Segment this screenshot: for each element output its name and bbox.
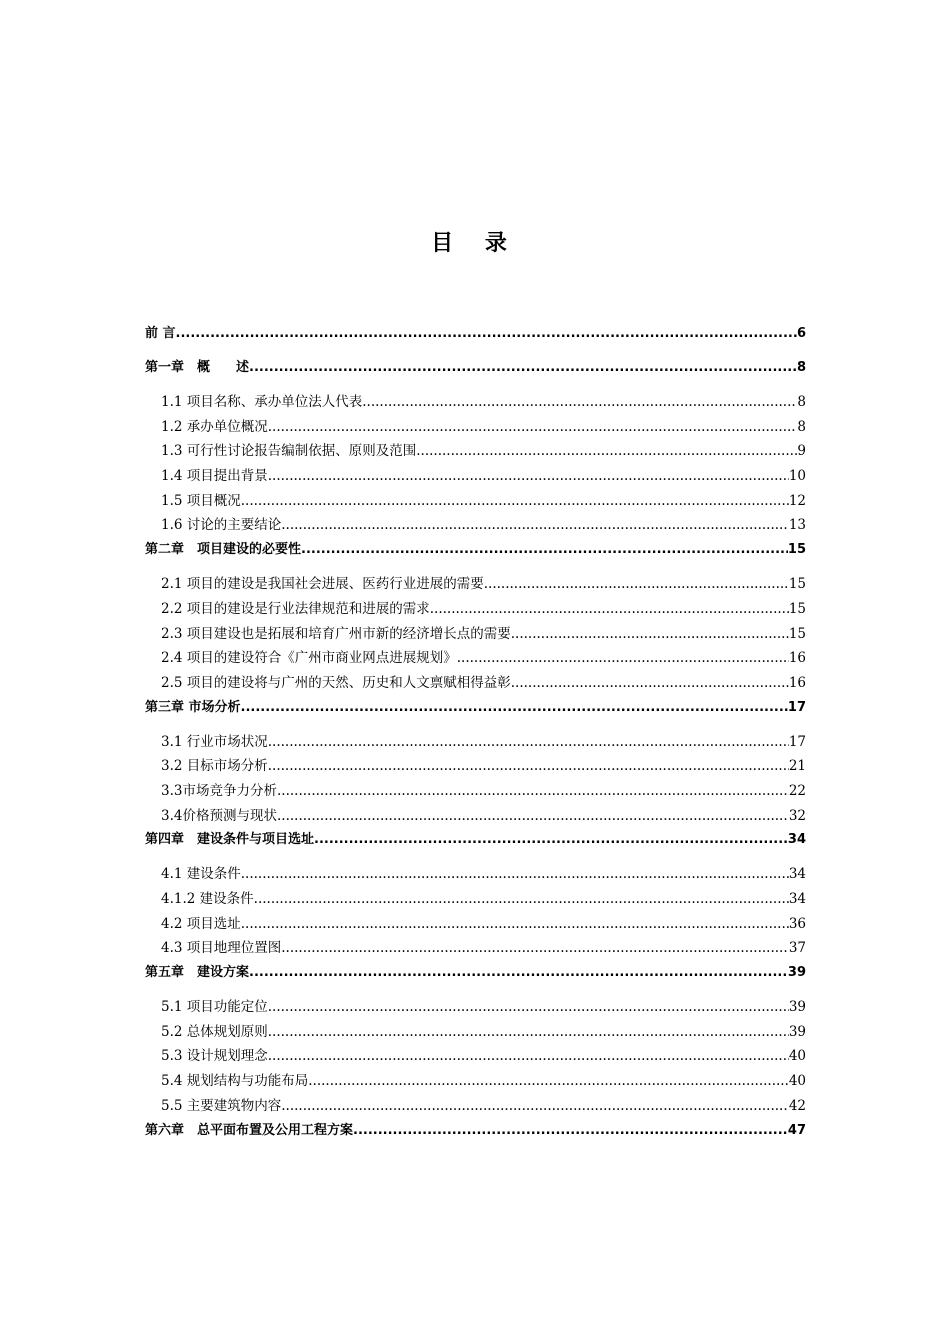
toc-entry-page-number: 13 — [788, 517, 806, 534]
toc-section-entry[interactable] — [145, 862, 806, 887]
toc-entry-page-number: 40 — [788, 1048, 806, 1065]
toc-entry-page-number: 17 — [787, 699, 806, 715]
toc-entry-page-number: 17 — [788, 733, 806, 750]
dot-leader — [241, 696, 788, 720]
toc-section-entry[interactable] — [145, 671, 806, 696]
toc-entry-label: 1.4 项目提出背景 — [161, 468, 268, 485]
toc-section-entry[interactable] — [145, 804, 806, 829]
toc-entry-page-number: 6 — [796, 326, 806, 341]
dot-leader — [281, 1094, 789, 1119]
toc-entry-label: 5.3 设计规划理念 — [161, 1048, 268, 1065]
toc-section-entry[interactable] — [145, 439, 806, 464]
toc-entry-label: 第三章 市场分析 — [145, 699, 241, 715]
toc-entry-label: 前 言 — [145, 326, 176, 341]
toc-entry-label: 2.2 项目的建设是行业法律规范和进展的需求 — [161, 600, 430, 617]
toc-entry-label: 5.5 主要建筑物内容 — [161, 1097, 282, 1114]
toc-entry-page-number: 37 — [788, 940, 806, 957]
toc-entry-page-number: 8 — [797, 394, 806, 410]
dot-leader — [268, 995, 789, 1020]
toc-section-entry[interactable] — [145, 464, 806, 489]
toc-entry-page-number: 42 — [788, 1097, 806, 1114]
dot-leader — [254, 887, 789, 912]
toc-entry-page-number: 15 — [788, 600, 806, 617]
toc-entry-page-number: 32 — [788, 807, 806, 824]
toc-entry-label: 1.2 承办单位概况 — [161, 418, 268, 435]
toc-section-entry[interactable] — [145, 754, 806, 779]
toc-entry-page-number: 39 — [787, 965, 806, 981]
dot-leader — [241, 912, 789, 937]
toc-section-entry[interactable] — [145, 415, 806, 440]
dot-leader — [249, 961, 788, 985]
toc-entry-label: 1.1 项目名称、承办单位法人代表 — [161, 394, 363, 410]
toc-entry-page-number: 34 — [788, 866, 806, 883]
toc-section-entry[interactable] — [145, 936, 806, 961]
page-title: 目 录 — [431, 231, 519, 256]
dot-leader — [277, 804, 789, 829]
toc-chapter-entry[interactable] — [145, 1119, 806, 1153]
toc-section-entry[interactable] — [145, 779, 806, 804]
toc-entry-page-number: 36 — [788, 915, 806, 932]
toc-chapter-entry[interactable] — [145, 538, 806, 572]
dot-leader — [176, 322, 797, 346]
dot-leader — [484, 572, 789, 597]
toc-section-entry[interactable] — [145, 622, 806, 647]
toc-entry-page-number: 9 — [797, 443, 806, 460]
toc-entry-page-number: 34 — [788, 891, 806, 907]
toc-entry-label: 第一章 概 述 — [145, 360, 250, 375]
dot-leader — [249, 356, 797, 380]
toc-chapter-entry[interactable] — [145, 696, 806, 730]
table-of-contents — [145, 322, 806, 1153]
toc-entry-label: 3.2 目标市场分析 — [161, 758, 268, 775]
toc-entry-label: 2.1 项目的建设是我国社会进展、医药行业进展的需要 — [161, 576, 484, 593]
dot-leader — [416, 439, 797, 464]
toc-chapter-entry[interactable] — [145, 322, 806, 356]
toc-entry-page-number: 39 — [788, 999, 806, 1016]
toc-entry-label: 3.1 行业市场状况 — [161, 733, 268, 750]
toc-entry-label: 2.3 项目建设也是拓展和培育广州市新的经济增长点的需要 — [161, 625, 511, 642]
dot-leader — [362, 390, 797, 415]
toc-section-entry[interactable] — [145, 995, 806, 1020]
toc-entry-label: 第五章 建设方案 — [145, 965, 250, 981]
toc-entry-label: 5.2 总体规划原则 — [161, 1023, 268, 1040]
toc-entry-label: 3.4价格预测与现状 — [161, 807, 277, 824]
dot-leader — [281, 936, 789, 961]
dot-leader — [301, 538, 788, 562]
toc-entry-page-number: 21 — [788, 758, 806, 775]
toc-section-entry[interactable] — [145, 390, 806, 415]
toc-entry-page-number: 22 — [788, 782, 806, 799]
toc-entry-page-number: 15 — [788, 625, 806, 642]
dot-leader — [457, 646, 789, 671]
toc-section-entry[interactable] — [145, 489, 806, 514]
dot-leader — [268, 730, 789, 755]
toc-section-entry[interactable] — [145, 572, 806, 597]
dot-leader — [268, 1044, 789, 1069]
toc-entry-label: 1.3 可行性讨论报告编制依据、原则及范围 — [161, 443, 417, 460]
toc-entry-page-number: 16 — [788, 674, 806, 691]
dot-leader — [241, 862, 789, 887]
toc-entry-page-number: 47 — [787, 1122, 806, 1138]
toc-entry-page-number: 10 — [788, 468, 806, 485]
toc-entry-page-number: 8 — [796, 360, 806, 375]
toc-entry-label: 4.2 项目选址 — [161, 915, 241, 932]
toc-entry-label: 1.6 讨论的主要结论 — [161, 517, 282, 534]
toc-entry-label: 5.4 规划结构与功能布局 — [161, 1073, 309, 1090]
toc-entry-label: 第六章 总平面布置及公用工程方案 — [145, 1122, 354, 1138]
dot-leader — [511, 622, 789, 647]
toc-entry-label: 2.4 项目的建设符合《广州市商业网点进展规划》 — [161, 650, 457, 667]
dot-leader — [308, 1069, 789, 1094]
toc-chapter-entry[interactable] — [145, 961, 806, 995]
toc-entry-label: 4.1 建设条件 — [161, 866, 241, 883]
toc-entry-label: 第四章 建设条件与项目选址 — [145, 832, 315, 848]
toc-section-entry[interactable] — [145, 646, 806, 671]
toc-entry-page-number: 34 — [787, 832, 806, 848]
toc-section-entry[interactable] — [145, 1094, 806, 1119]
toc-chapter-entry[interactable] — [145, 356, 806, 390]
toc-section-entry[interactable] — [145, 730, 806, 755]
dot-leader — [314, 828, 788, 852]
dot-leader — [430, 597, 789, 622]
toc-entry-label: 第二章 项目建设的必要性 — [145, 542, 302, 558]
toc-section-entry[interactable] — [145, 1044, 806, 1069]
toc-section-entry[interactable] — [145, 912, 806, 937]
dot-leader — [268, 754, 789, 779]
toc-entry-label: 4.1.2 建设条件 — [161, 891, 254, 907]
dot-leader — [511, 671, 789, 696]
toc-entry-page-number: 8 — [797, 418, 806, 435]
toc-entry-label: 5.1 项目功能定位 — [161, 999, 268, 1016]
toc-section-entry[interactable] — [145, 1020, 806, 1045]
dot-leader — [268, 464, 789, 489]
toc-entry-page-number: 40 — [788, 1073, 806, 1090]
toc-entry-page-number: 16 — [788, 650, 806, 667]
dot-leader — [277, 779, 789, 804]
toc-entry-label: 2.5 项目的建设将与广州的天然、历史和人文禀赋相得益彰 — [161, 674, 511, 691]
toc-section-entry[interactable] — [145, 1069, 806, 1094]
dot-leader — [268, 1020, 789, 1045]
dot-leader — [281, 513, 789, 538]
dot-leader — [353, 1119, 788, 1143]
toc-entry-page-number: 39 — [788, 1023, 806, 1040]
toc-entry-label: 3.3市场竞争力分析 — [161, 782, 277, 799]
dot-leader — [268, 415, 798, 440]
toc-section-entry[interactable] — [145, 887, 806, 912]
toc-section-entry[interactable] — [145, 597, 806, 622]
toc-entry-label: 4.3 项目地理位置图 — [161, 940, 282, 957]
toc-entry-page-number: 15 — [788, 576, 806, 593]
toc-entry-page-number: 15 — [787, 542, 806, 558]
toc-chapter-entry[interactable] — [145, 828, 806, 862]
toc-entry-label: 1.5 项目概况 — [161, 492, 241, 509]
dot-leader — [241, 489, 789, 514]
toc-entry-page-number: 12 — [788, 492, 806, 509]
toc-section-entry[interactable] — [145, 513, 806, 538]
